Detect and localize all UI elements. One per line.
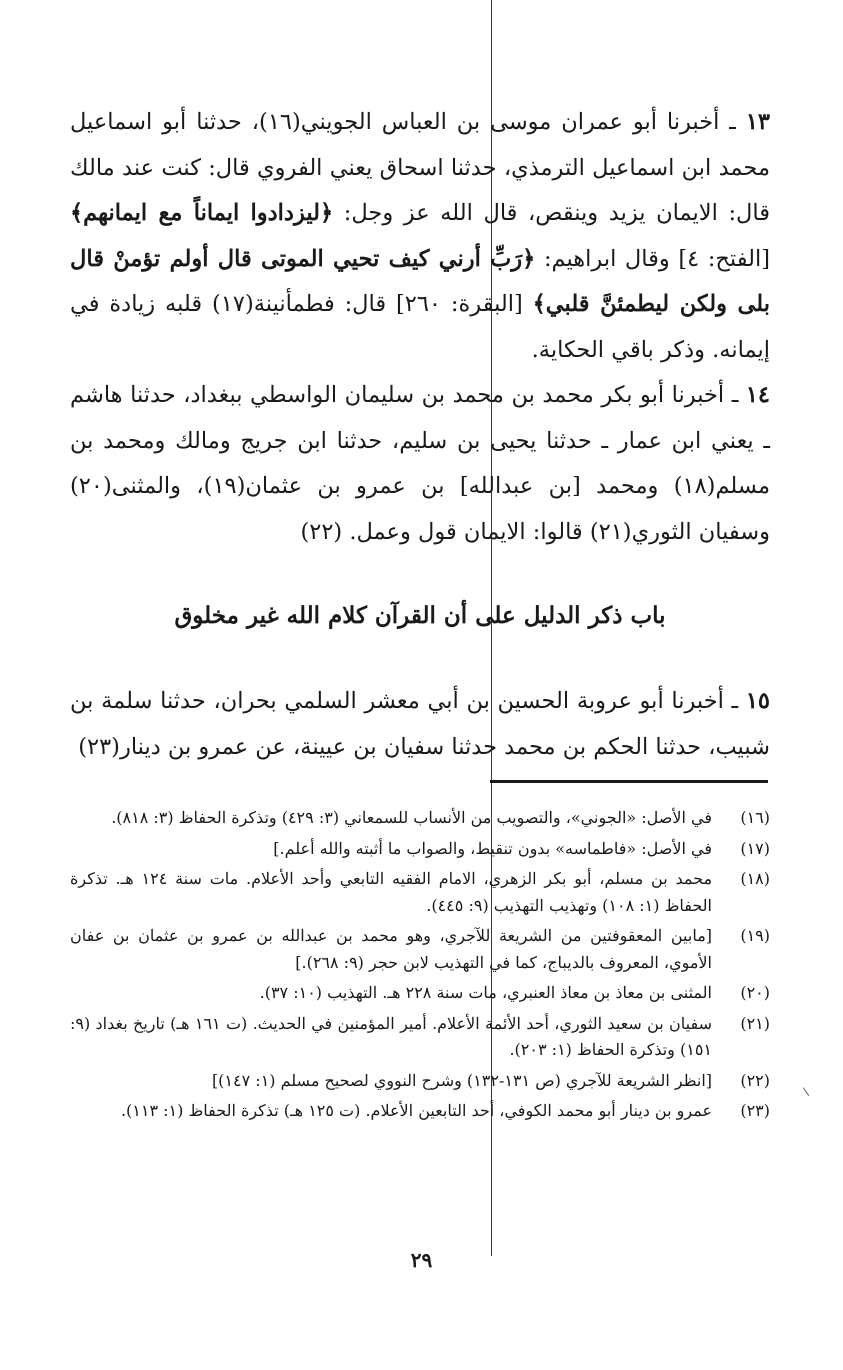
footnote-text: [مابين المعقوفتين من الشريعة للآجري، وهو محمد بن عبدالله بن عمرو بن عثمان بن عفان الأموي، المعروف بالديباج، كما في التهذيب لابن حجر (٩: ٢٦٨).] <box>70 926 712 972</box>
footnote-number: (١٦) <box>740 808 770 827</box>
footnote-text: [انظر الشريعة للآجري (ص ١٣١-١٣٢) وشرح النووي لصحيح مسلم (١: ١٤٧)] <box>211 1070 712 1090</box>
footnote-number: (٢٣) <box>740 1101 770 1120</box>
footnote-text: في الأصل: «فاطماسه» بدون تنقيط، والصواب ما أثبته والله أعلم.] <box>273 838 712 858</box>
footnote-number: (٢٢) <box>740 1070 770 1090</box>
footnote <box>70 1098 770 1125</box>
footnotes <box>70 805 770 1129</box>
paragraph-number: ١٥ <box>745 688 770 714</box>
footnote <box>70 836 770 863</box>
scan-mark <box>803 1084 814 1096</box>
paragraph-14 <box>70 373 770 555</box>
paragraph-number: ١٤ <box>745 382 770 408</box>
footnote <box>70 805 770 832</box>
quran-quote: ﴿ليزدادوا ايماناً مع ايمانهم﴾ <box>70 200 334 226</box>
paragraph-text: ـ أخبرنا أبو بكر محمد بن محمد بن سليمان الواسطي ببغداد، حدثنا هاشم ـ يعني ابن عمار ـ حدثنا يحيى بن سليم، حدثنا ابن جريج ومالك ومحمد بن مسلم(١٨) ومحمد [بن عبدالله] بن عمرو بن عثمان(١٩)، والمثنى(٢٠) وسفيان الثوري(٢١) قالوا: الايمان قول وعمل. (٢٢) <box>70 382 770 545</box>
paragraph-text: [البقرة: ٢٦٠] قال: فطمأنينة(١٧) قلبه زيادة في إيمانه. وذكر باقي الحكاية. <box>70 291 770 363</box>
footnote <box>70 980 770 1007</box>
paragraph-13 <box>70 100 770 373</box>
footnote-number: (١٩) <box>740 926 770 945</box>
page-number: ٢٩ <box>410 1248 433 1272</box>
paragraph-number: ١٣ <box>745 109 770 135</box>
main-text <box>70 100 770 770</box>
footnote-text: عمرو بن دينار أبو محمد الكوفي، أحد التابعين الأعلام. (ت ١٢٥ هـ) تذكرة الحفاظ (١: ١١٣). <box>120 1101 712 1120</box>
footnote <box>70 923 770 976</box>
paragraph-text: ـ أخبرنا أبو عروبة الحسين بن أبي معشر السلمي بحران، حدثنا سلمة بن شبيب، حدثنا الحكم بن محمد حدثنا سفيان بن عيينة، عن عمرو بن دينار(٢٣) <box>70 688 770 760</box>
footnote <box>70 866 770 919</box>
footnote <box>70 1011 770 1064</box>
footnote-number: (١٨) <box>740 869 770 888</box>
footnote-text: في الأصل: «الجوني»، والتصويب من الأنساب للسمعاني (٣: ٤٢٩) وتذكرة الحفاظ (٣: ٨١٨). <box>111 808 712 827</box>
footnote-text: محمد بن مسلم، أبو بكر الزهري، الامام الفقيه التابعي وأحد الأعلام. مات سنة ١٢٤ هـ. تذكرة الحفاظ (١: ١٠٨) وتهذيب التهذيب (٩: ٤٤٥). <box>70 869 713 915</box>
paragraph-text: ـ أخبرنا أبو عمران موسى بن العباس الجويني(١٦)، حدثنا أبو اسماعيل محمد ابن اسماعيل الترمذي، حدثنا اسحاق يعني الفروي قال: كنت عند مالك قال: الايمان يزيد وينقص، قال الله عز وجل: <box>70 109 770 226</box>
paragraph-text: [الفتح: ٤] وقال ابراهيم: <box>535 245 770 272</box>
footnote-text: سفيان بن سعيد الثوري، أحد الأئمة الأعلام. أمير المؤمنين في الحديث. (ت ١٦١ هـ) تاريخ بغداد (٩: ١٥١) وتذكرة الحفاظ (١: ٢٠٣). <box>70 1013 712 1059</box>
footnote-number: (٢٠) <box>740 983 770 1002</box>
footnote-number: (١٧) <box>740 838 770 858</box>
footnote <box>70 1068 770 1095</box>
footnote-text: المثنى بن معاذ بن معاذ العنبري، مات سنة ٢٢٨ هـ. التهذيب (١٠: ٣٧). <box>259 983 712 1002</box>
footnote-number: (٢١) <box>740 1013 770 1033</box>
quran-quote: ﴿رَبِّ أرني كيف تحيي الموتى قال أولم تؤمنْ قال بلى ولكن ليطمئنَّ قلبي﴾ <box>70 245 770 317</box>
paragraph-15 <box>70 679 770 770</box>
chapter-heading: باب ذكر الدليل على أن القرآن كلام الله غير مخلوق <box>174 602 666 629</box>
footnote-separator <box>490 780 768 783</box>
